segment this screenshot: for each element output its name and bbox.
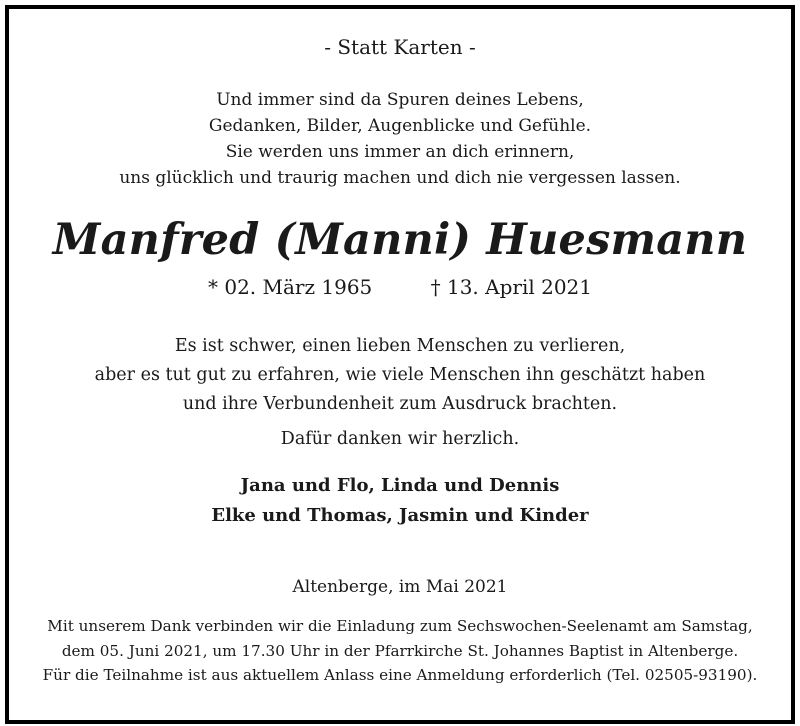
poem-line: Sie werden uns immer an dich erinnern, (225, 142, 575, 162)
invitation-line: dem 05. Juni 2021, um 17.30 Uhr in der Pfarrkirche St. Johannes Baptist in Altenberge. (61, 641, 739, 660)
poem-line: Und immer sind da Spuren deines Lebens, (216, 90, 584, 110)
family-signature (9, 471, 791, 531)
place-date: Altenberge, im Mai 2021 (292, 577, 508, 597)
death-date: † 13. April 2021 (430, 275, 593, 299)
thanks-short: Dafür danken wir herzlich. (280, 429, 520, 449)
obituary-notice (5, 5, 795, 724)
family-line: Elke und Thomas, Jasmin und Kinder (211, 505, 589, 526)
thanks-text (9, 332, 791, 419)
invitation-line: Für die Teilnahme ist aus aktuellem Anlass eine Anmeldung erforderlich (Tel. 02505-93190). (42, 666, 758, 684)
poem-line: uns glücklich und traurig machen und dich nie vergessen lassen. (119, 168, 681, 188)
invitation-line: Mit unserem Dank verbinden wir die Einladung zum Sechswochen-Seelenamt am Samstag, (47, 617, 753, 635)
family-line: Jana und Flo, Linda und Dennis (240, 475, 560, 496)
thanks-line: Es ist schwer, einen lieben Menschen zu verlieren, (174, 336, 626, 356)
poem-line: Gedanken, Bilder, Augenblicke und Gefühle. (208, 116, 592, 136)
invitation-text (9, 614, 791, 688)
birth-date: * 02. März 1965 (207, 275, 373, 299)
deceased-name: Manfred (Manni) Huesmann (52, 215, 748, 265)
poem (9, 87, 791, 191)
life-dates (9, 275, 791, 299)
thanks-line: aber es tut gut zu erfahren, wie viele Menschen ihn geschätzt haben (94, 365, 706, 385)
thanks-line: und ihre Verbundenheit zum Ausdruck brachten. (182, 394, 618, 414)
header-statt-karten: - Statt Karten - (324, 35, 476, 59)
